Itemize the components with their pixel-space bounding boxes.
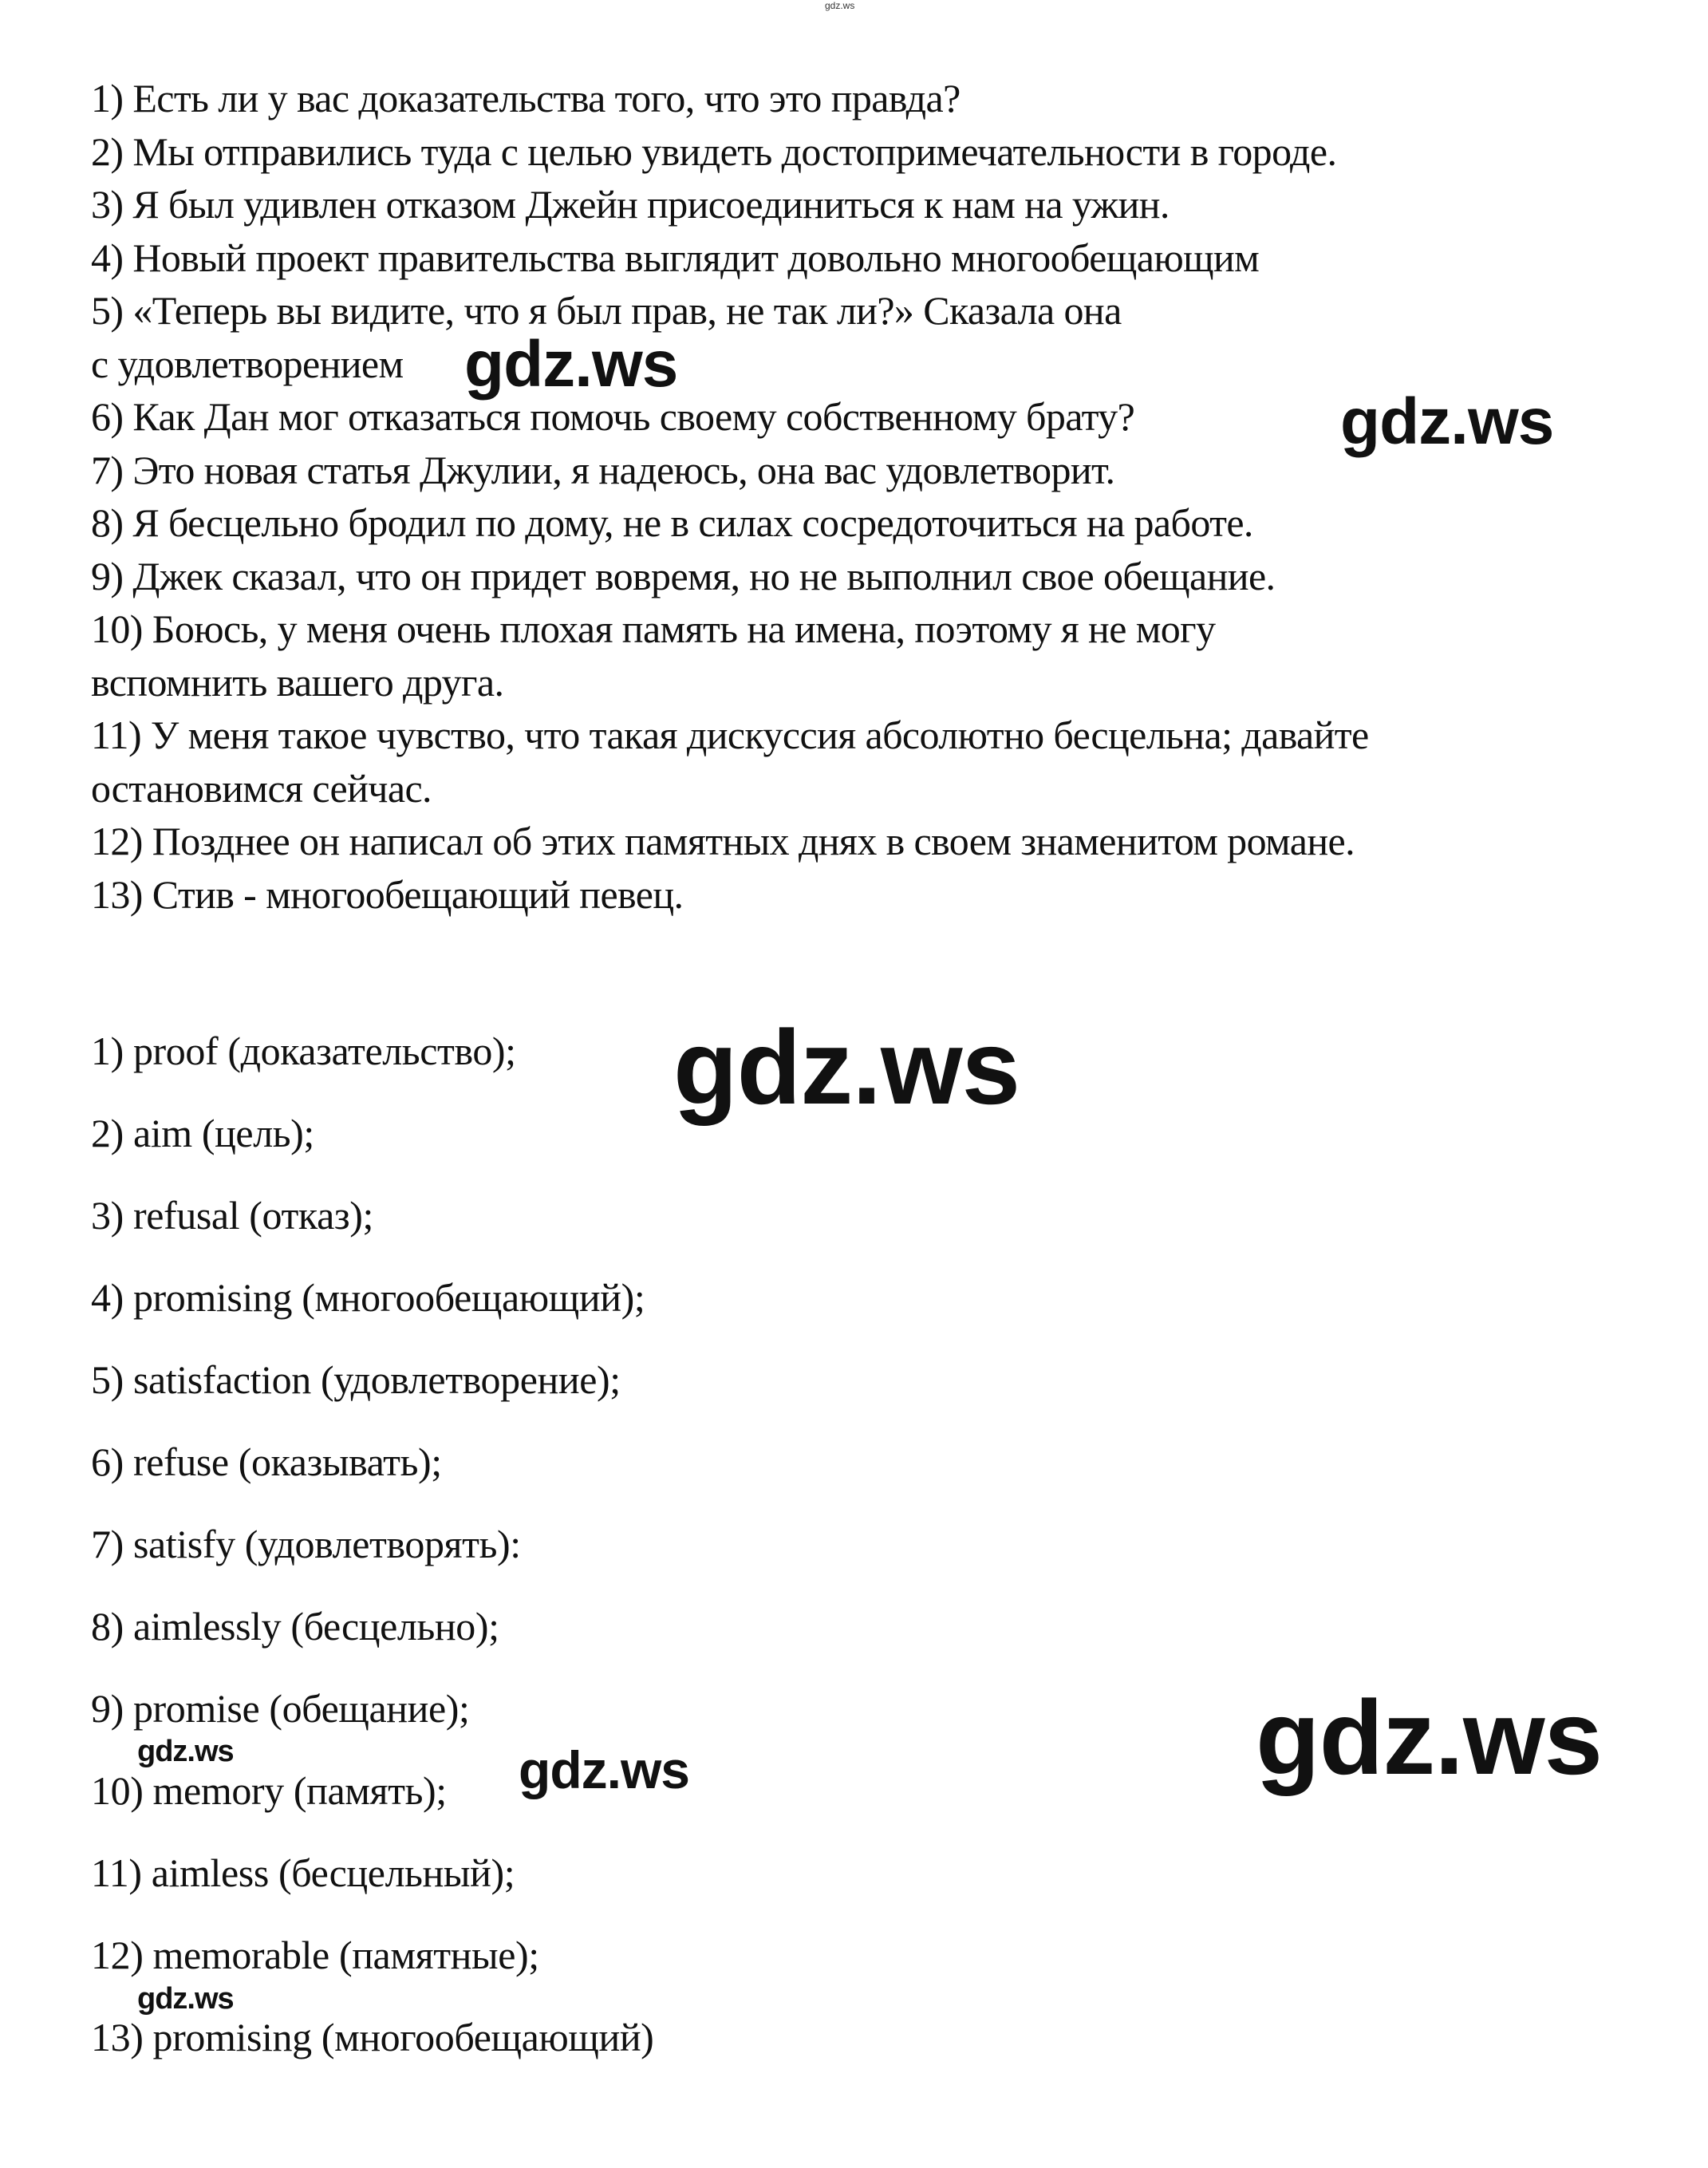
translation-line: 1) Есть ли у вас доказательства того, что это правда? (91, 76, 961, 120)
vocabulary-item: 1) proof (доказательство); (91, 1029, 516, 1073)
translation-line: 12) Позднее он написал об этих памятных днях в своем знаменитом романе. (91, 819, 1355, 863)
translation-line: 13) Стив - многообещающий певец. (91, 871, 684, 917)
watermark-logo: gdz.ws (1256, 1679, 1603, 1796)
vocabulary-item: 3) refusal (отказ); (91, 1193, 373, 1238)
translation-line: остановимся сейчас. (91, 765, 432, 811)
header-watermark: gdz.ws (825, 0, 855, 11)
translation-line: 7) Это новая статья Джулии, я надеюсь, она вас удовлетворит. (91, 447, 1115, 492)
watermark-logo: gdz.ws (1340, 385, 1554, 458)
vocabulary-item: 2) aim (цель); (91, 1111, 314, 1155)
watermark-logo: gdz.ws (137, 1982, 234, 2016)
watermark-logo: gdz.ws (519, 1740, 690, 1799)
vocabulary-item: 12) memorable (памятные); (91, 1933, 539, 1977)
vocabulary-item: 11) aimless (бесцельный); (91, 1850, 515, 1895)
vocabulary-item: 10) memory (память); (91, 1768, 447, 1813)
translation-line: 6) Как Дан мог отказаться помочь своему собственному брату? (91, 394, 1135, 439)
vocabulary-item: 6) refuse (оказывать); (91, 1439, 442, 1484)
vocabulary-item: 9) promise (обещание); (91, 1686, 470, 1731)
translation-line: 9) Джек сказал, что он придет вовремя, но не выполнил свое обещание. (91, 553, 1276, 598)
watermark-logo: gdz.ws (137, 1735, 234, 1768)
watermark-logo: gdz.ws (464, 328, 678, 401)
translation-line: 11) У меня такое чувство, что такая дискуссия абсолютно бесцельна; давайте (91, 713, 1369, 757)
translation-line: вспомнить вашего друга. (91, 659, 504, 705)
translation-line: 3) Я был удивлен отказом Джейн присоединиться к нам на ужин. (91, 182, 1170, 227)
translation-line: 10) Боюсь, у меня очень плохая память на имена, поэтому я не могу (91, 606, 1216, 651)
vocabulary-item: 8) aimlessly (бесцельно); (91, 1604, 499, 1649)
vocabulary-item: 13) promising (многообещающий) (91, 2015, 654, 2059)
vocabulary-item: 5) satisfaction (удовлетворение); (91, 1357, 621, 1402)
translation-line: 5) «Теперь вы видите, что я был прав, не так ли?» Сказала она (91, 288, 1122, 333)
translation-line: 4) Новый проект правительства выглядит довольно многообещающим (91, 235, 1260, 280)
translation-list (91, 72, 1655, 921)
translation-line: с удовлетворением (91, 341, 404, 386)
watermark-logo: gdz.ws (673, 1009, 1020, 1126)
vocabulary-item: 7) satisfy (удовлетворять): (91, 1522, 521, 1566)
translation-line: 8) Я бесцельно бродил по дому, не в силах сосредоточиться на работе. (91, 500, 1253, 545)
translation-line: 2) Мы отправились туда с целью увидеть достопримечательности в городе. (91, 128, 1337, 174)
vocabulary-item: 4) promising (многообещающий); (91, 1275, 645, 1320)
